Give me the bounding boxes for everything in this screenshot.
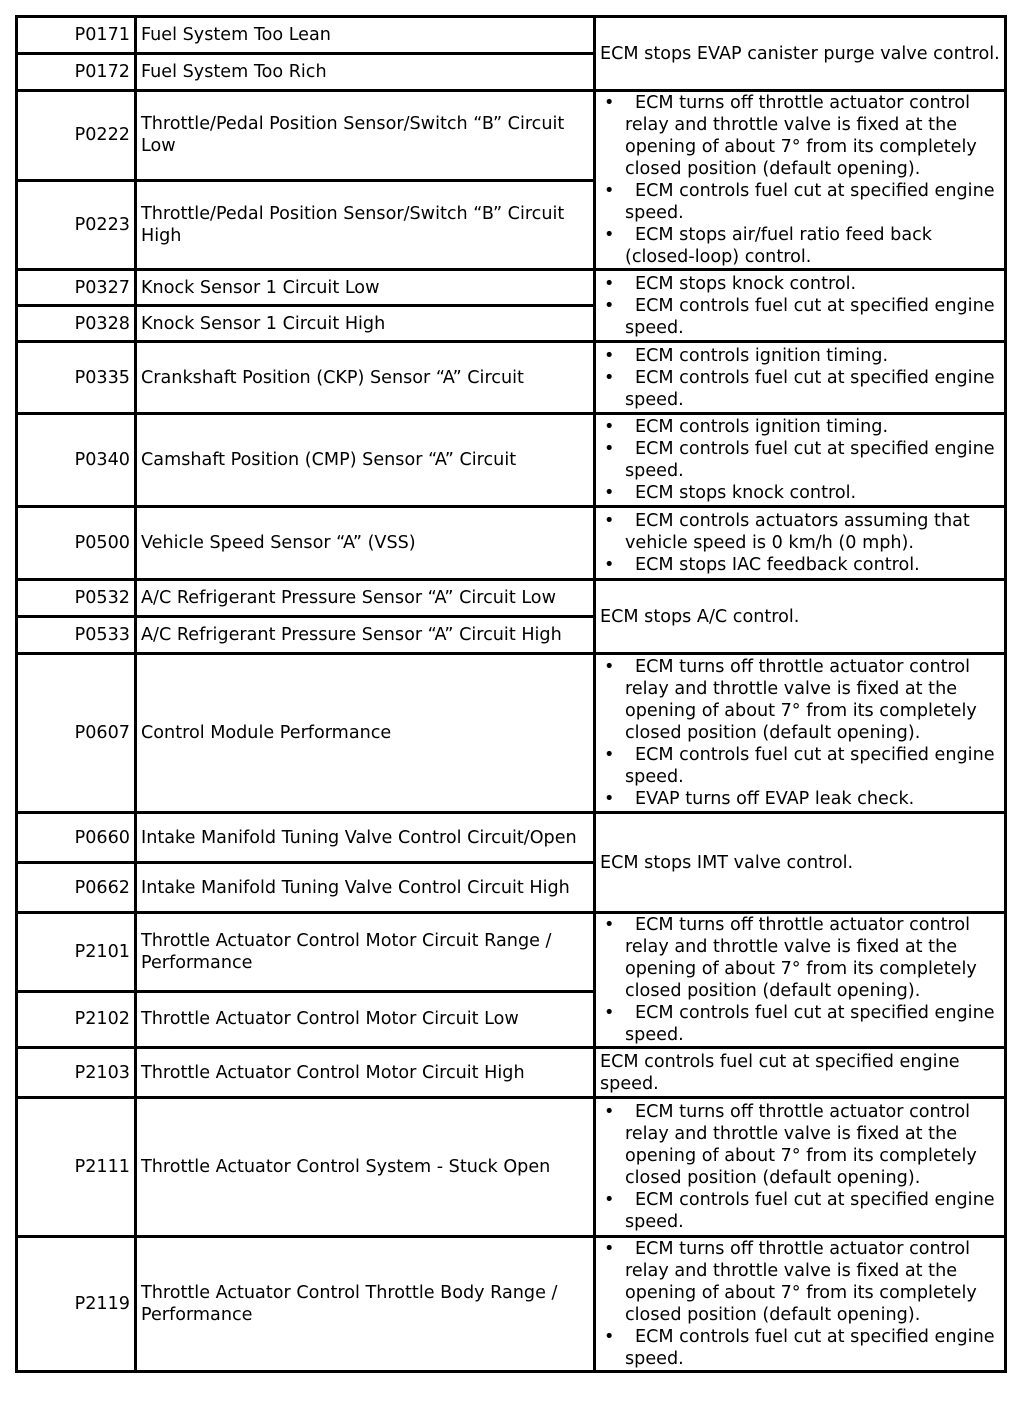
table-row <box>17 654 1006 813</box>
list-item: • ECM stops air/fuel ratio feed back (closed-loop) control. <box>600 224 1000 268</box>
table-row <box>17 580 1006 617</box>
dtc-description: Crankshaft Position (CKP) Sensor “A” Circuit <box>136 342 595 414</box>
dtc-code: P0533 <box>17 617 136 654</box>
table-row <box>17 813 1006 863</box>
list-item: • ECM controls ignition timing. <box>600 416 1000 438</box>
dtc-code: P0607 <box>17 654 136 813</box>
table-row <box>17 342 1006 414</box>
dtc-code: P0327 <box>17 270 136 306</box>
dtc-description: Throttle/Pedal Position Sensor/Switch “B” Circuit High <box>136 180 595 270</box>
list-item: • ECM stops knock control. <box>600 273 1000 295</box>
table-row <box>17 1237 1006 1372</box>
action-list <box>600 510 1000 576</box>
table-row <box>17 1098 1006 1237</box>
table-row <box>17 17 1006 54</box>
dtc-description: Throttle Actuator Control Motor Circuit High <box>136 1048 595 1098</box>
fail-safe-action <box>595 1237 1006 1372</box>
list-item: • ECM controls fuel cut at specified engine speed. <box>600 295 1000 339</box>
list-item: • ECM controls fuel cut at specified engine speed. <box>600 1002 1000 1046</box>
dtc-code: P2111 <box>17 1098 136 1237</box>
dtc-description: Knock Sensor 1 Circuit High <box>136 306 595 342</box>
list-item: • ECM turns off throttle actuator control relay and throttle valve is fixed at the opening of about 7° from its completely closed position (default opening). <box>600 1238 1000 1326</box>
table-row <box>17 913 1006 992</box>
fail-safe-action <box>595 270 1006 342</box>
dtc-code: P0328 <box>17 306 136 342</box>
dtc-description: Control Module Performance <box>136 654 595 813</box>
dtc-code: P0172 <box>17 54 136 91</box>
fail-safe-action: ECM stops EVAP canister purge valve control. <box>595 17 1006 91</box>
dtc-description: Throttle Actuator Control System - Stuck Open <box>136 1098 595 1237</box>
dtc-description: Camshaft Position (CMP) Sensor “A” Circuit <box>136 414 595 507</box>
dtc-code: P2101 <box>17 913 136 992</box>
dtc-description: Throttle/Pedal Position Sensor/Switch “B” Circuit Low <box>136 91 595 181</box>
table-row <box>17 414 1006 507</box>
list-item: • ECM controls ignition timing. <box>600 345 1000 367</box>
dtc-code: P0222 <box>17 91 136 181</box>
list-item: • ECM controls fuel cut at specified engine speed. <box>600 744 1000 788</box>
dtc-description: Throttle Actuator Control Motor Circuit Low <box>136 991 595 1047</box>
list-item: • ECM turns off throttle actuator control relay and throttle valve is fixed at the opening of about 7° from its completely closed position (default opening). <box>600 92 1000 180</box>
dtc-code: P0660 <box>17 813 136 863</box>
dtc-description: Intake Manifold Tuning Valve Control Circuit High <box>136 863 595 913</box>
action-list <box>600 92 1000 268</box>
list-item: • ECM controls fuel cut at specified engine speed. <box>600 180 1000 224</box>
action-list <box>600 914 1000 1046</box>
dtc-code: P0500 <box>17 507 136 580</box>
list-item: • EVAP turns off EVAP leak check. <box>600 788 1000 810</box>
dtc-code: P0335 <box>17 342 136 414</box>
fail-safe-action <box>595 913 1006 1048</box>
dtc-description: Throttle Actuator Control Throttle Body Range / Performance <box>136 1237 595 1372</box>
list-item: • ECM stops knock control. <box>600 482 1000 504</box>
fail-safe-action <box>595 342 1006 414</box>
dtc-code: P0223 <box>17 180 136 270</box>
fail-safe-action <box>595 1098 1006 1237</box>
list-item: • ECM controls fuel cut at specified engine speed. <box>600 367 1000 411</box>
list-item: • ECM turns off throttle actuator control relay and throttle valve is fixed at the opening of about 7° from its completely closed position (default opening). <box>600 1101 1000 1189</box>
action-list <box>600 273 1000 339</box>
dtc-code: P0532 <box>17 580 136 617</box>
dtc-description: Intake Manifold Tuning Valve Control Circuit/Open <box>136 813 595 863</box>
action-list <box>600 345 1000 411</box>
dtc-code: P2102 <box>17 991 136 1047</box>
dtc-fail-safe-table <box>15 15 1007 1373</box>
dtc-description: Fuel System Too Lean <box>136 17 595 54</box>
list-item: • ECM controls fuel cut at specified engine speed. <box>600 438 1000 482</box>
dtc-code: P2119 <box>17 1237 136 1372</box>
dtc-description: A/C Refrigerant Pressure Sensor “A” Circuit High <box>136 617 595 654</box>
dtc-description: A/C Refrigerant Pressure Sensor “A” Circuit Low <box>136 580 595 617</box>
dtc-code: P2103 <box>17 1048 136 1098</box>
action-list <box>600 416 1000 504</box>
list-item: • ECM controls fuel cut at specified engine speed. <box>600 1189 1000 1233</box>
table-row <box>17 1048 1006 1098</box>
list-item: • ECM stops IAC feedback control. <box>600 554 1000 576</box>
list-item: • ECM controls fuel cut at specified engine speed. <box>600 1326 1000 1370</box>
dtc-code: P0171 <box>17 17 136 54</box>
fail-safe-action: ECM controls fuel cut at specified engine speed. <box>595 1048 1006 1098</box>
dtc-description: Fuel System Too Rich <box>136 54 595 91</box>
list-item: • ECM turns off throttle actuator control relay and throttle valve is fixed at the opening of about 7° from its completely closed position (default opening). <box>600 914 1000 1002</box>
action-list <box>600 1238 1000 1370</box>
dtc-code: P0662 <box>17 863 136 913</box>
dtc-description: Vehicle Speed Sensor “A” (VSS) <box>136 507 595 580</box>
table-row <box>17 270 1006 306</box>
dtc-description: Knock Sensor 1 Circuit Low <box>136 270 595 306</box>
table-row <box>17 91 1006 181</box>
dtc-code: P0340 <box>17 414 136 507</box>
fail-safe-action: ECM stops A/C control. <box>595 580 1006 654</box>
dtc-description: Throttle Actuator Control Motor Circuit Range / Performance <box>136 913 595 992</box>
fail-safe-action <box>595 414 1006 507</box>
fail-safe-action <box>595 507 1006 580</box>
table-row <box>17 507 1006 580</box>
list-item: • ECM turns off throttle actuator control relay and throttle valve is fixed at the opening of about 7° from its completely closed position (default opening). <box>600 656 1000 744</box>
fail-safe-action: ECM stops IMT valve control. <box>595 813 1006 913</box>
fail-safe-action <box>595 654 1006 813</box>
action-list <box>600 656 1000 810</box>
fail-safe-action <box>595 91 1006 270</box>
action-list <box>600 1101 1000 1233</box>
list-item: • ECM controls actuators assuming that vehicle speed is 0 km/h (0 mph). <box>600 510 1000 554</box>
